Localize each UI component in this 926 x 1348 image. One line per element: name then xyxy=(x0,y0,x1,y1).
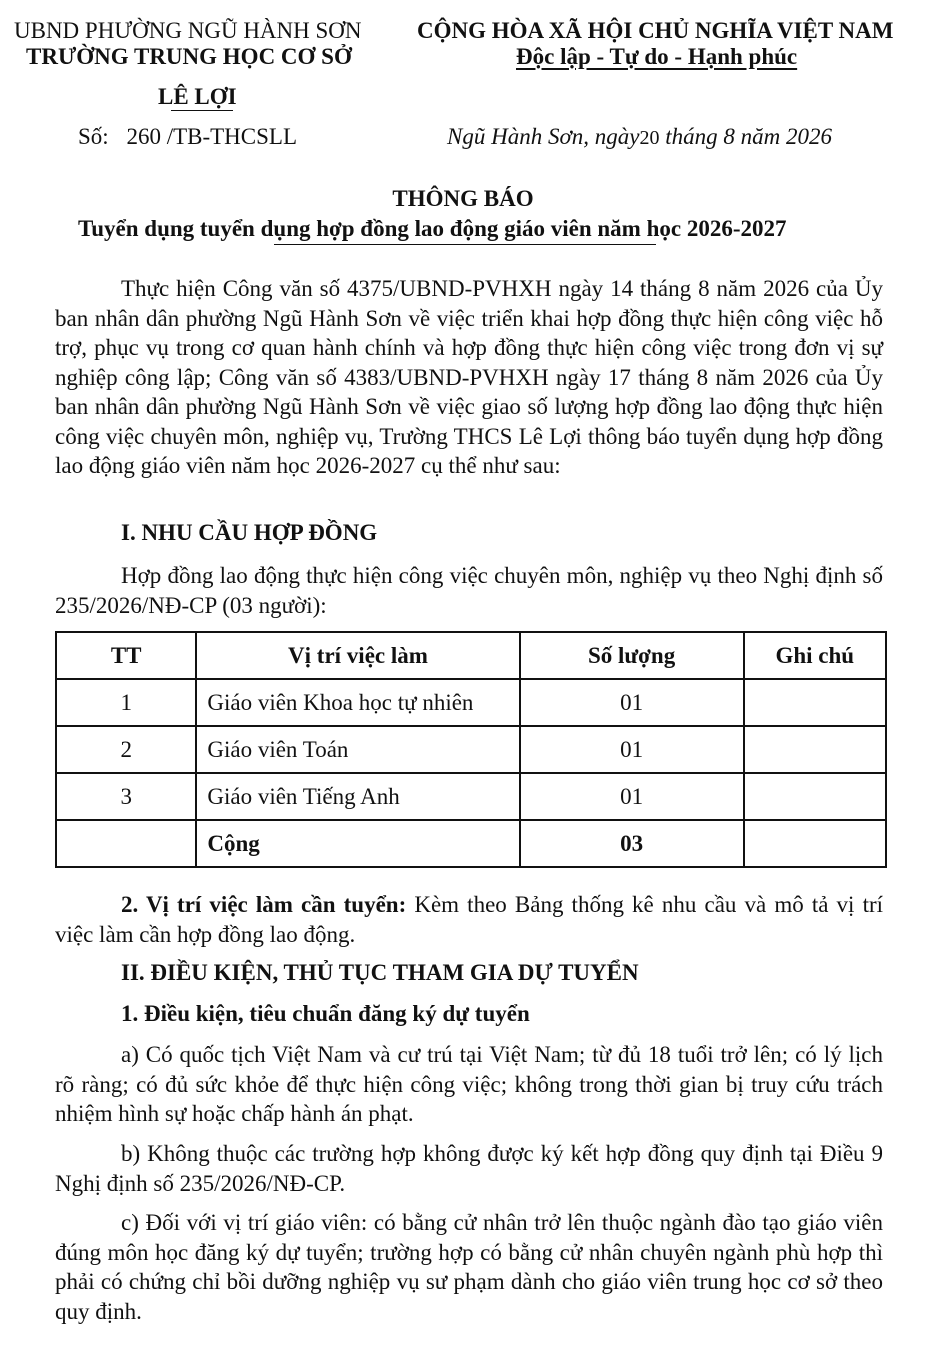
section2-sub1-heading: 1. Điều kiện, tiêu chuẩn đăng ký dự tuyển xyxy=(121,1001,530,1026)
doc-subtitle xyxy=(78,216,787,242)
org-line2: TRƯỜNG TRUNG HỌC CƠ SỞ xyxy=(26,44,352,69)
cell-quantity: 01 xyxy=(520,773,744,820)
table-row xyxy=(56,726,886,773)
section1-heading: I. NHU CẦU HỢP ĐỒNG xyxy=(121,520,378,545)
doc-number: 260 xyxy=(126,124,161,149)
condition-c: c) Đối với vị trí giáo viên: có bằng cử nhân trở lên thuộc ngành đào tạo giáo viên đúng môn học đăng ký dự tuyển; trường hợp có bằng cử nhân chuyên ngành phù hợp thì phải có chứng chỉ bồi dưỡng nghiệp vụ sư phạm dành cho giáo viên trung học cơ sở theo quy định. xyxy=(55,1210,883,1324)
date-line xyxy=(447,124,832,150)
table-total-row xyxy=(56,820,886,867)
table-row xyxy=(56,773,886,820)
date-place: Ngũ Hành Sơn, ngày xyxy=(447,124,640,149)
org-line3: LÊ LỢI xyxy=(158,84,237,109)
col-header-position: Vị trí việc làm xyxy=(196,632,519,679)
org-line1: UBND PHƯỜNG NGŨ HÀNH SƠN xyxy=(14,18,362,43)
intro-paragraph: Thực hiện Công văn số 4375/UBND-PVHXH ngày 14 tháng 8 năm 2026 của Ủy ban nhân dân phường Ngũ Hành Sơn về việc triển khai hợp đồng thực hiện công việc hỗ trợ, phục vụ trong cơ quan hành chính và hợp đồng thực hiện công việc trong đơn vị sự nghiệp công lập; Công văn số 4383/UBND-PVHXH ngày 17 tháng 8 năm 2026 của Ủy ban nhân dân phường Ngũ Hành Sơn về việc giao số lượng hợp đồng lao động thực hiện công việc chuyên môn, nghiệp vụ, Trường THCS Lê Lợi thông báo tuyển dụng hợp đồng lao động giáo viên năm học 2026-2027 cụ thể như sau: xyxy=(55,276,883,478)
section1-paragraph: Hợp đồng lao động thực hiện công việc chuyên môn, nghiệp vụ theo Nghị định số 235/2026/NĐ-CP (03 người): xyxy=(55,563,883,618)
cell-note xyxy=(744,679,886,726)
condition-b: b) Không thuộc các trường hợp không được ký kết hợp đồng quy định tại Điều 9 Nghị định số 235/2026/NĐ-CP. xyxy=(55,1141,883,1196)
subtitle-part3: năm học 2026-2027 xyxy=(597,216,787,241)
cell-tt: 2 xyxy=(56,726,196,773)
col-header-note: Ghi chú xyxy=(744,632,886,679)
cell-position: Giáo viên Tiếng Anh xyxy=(196,773,519,820)
cell-quantity: 01 xyxy=(520,679,744,726)
cell-total-quantity: 03 xyxy=(520,820,744,867)
date-month-label: tháng xyxy=(665,124,718,149)
col-header-quantity: Số lượng xyxy=(520,632,744,679)
cell-total-label: Cộng xyxy=(196,820,519,867)
doc-title: THÔNG BÁO xyxy=(392,186,534,211)
item2-text: Kèm theo Bảng thống kê nhu cầu và mô tả vị trí việc làm cần hợp đồng lao động. xyxy=(55,892,884,947)
table-row xyxy=(56,679,886,726)
col-header-tt: TT xyxy=(56,632,196,679)
org-underline xyxy=(171,110,233,111)
condition-a: a) Có quốc tịch Việt Nam và cư trú tại Việt Nam; từ đủ 18 tuổi trở lên; có lý lịch rõ ràng; có đủ sức khỏe để thực hiện công việc; không trong thời gian bị truy cứu trách nhiệm hình sự hoặc chấp hành án phạt. xyxy=(55,1042,883,1126)
doc-number-prefix: Số: xyxy=(78,124,109,149)
subtitle-underline xyxy=(274,244,656,245)
date-month: 8 xyxy=(723,124,735,149)
date-day: 20 xyxy=(639,127,660,149)
date-year: năm 2026 xyxy=(740,124,832,149)
subtitle-part1: Tuyển dụng tuyển xyxy=(78,216,261,241)
cell-tt: 1 xyxy=(56,679,196,726)
cell-quantity: 01 xyxy=(520,726,744,773)
doc-number-suffix: /TB-THCSLL xyxy=(166,124,298,149)
nation-title: CỘNG HÒA XÃ HỘI CHỦ NGHĨA VIỆT NAM xyxy=(417,18,894,43)
cell-note xyxy=(744,726,886,773)
recruitment-table xyxy=(55,631,887,868)
item2-label: 2. Vị trí việc làm cần tuyển: xyxy=(121,892,407,917)
section2-heading: II. ĐIỀU KIỆN, THỦ TỤC THAM GIA DỰ TUYỂN xyxy=(121,960,639,985)
item2-paragraph xyxy=(55,890,883,949)
cell-position: Giáo viên Khoa học tự nhiên xyxy=(196,679,519,726)
doc-number-line xyxy=(78,124,297,150)
cell-position: Giáo viên Toán xyxy=(196,726,519,773)
table-header-row xyxy=(56,632,886,679)
cell-note xyxy=(744,773,886,820)
cell-tt: 3 xyxy=(56,773,196,820)
motto: Độc lập - Tự do - Hạnh phúc xyxy=(516,44,798,69)
subtitle-part2: dụng hợp đồng lao động giáo viên xyxy=(260,216,598,241)
